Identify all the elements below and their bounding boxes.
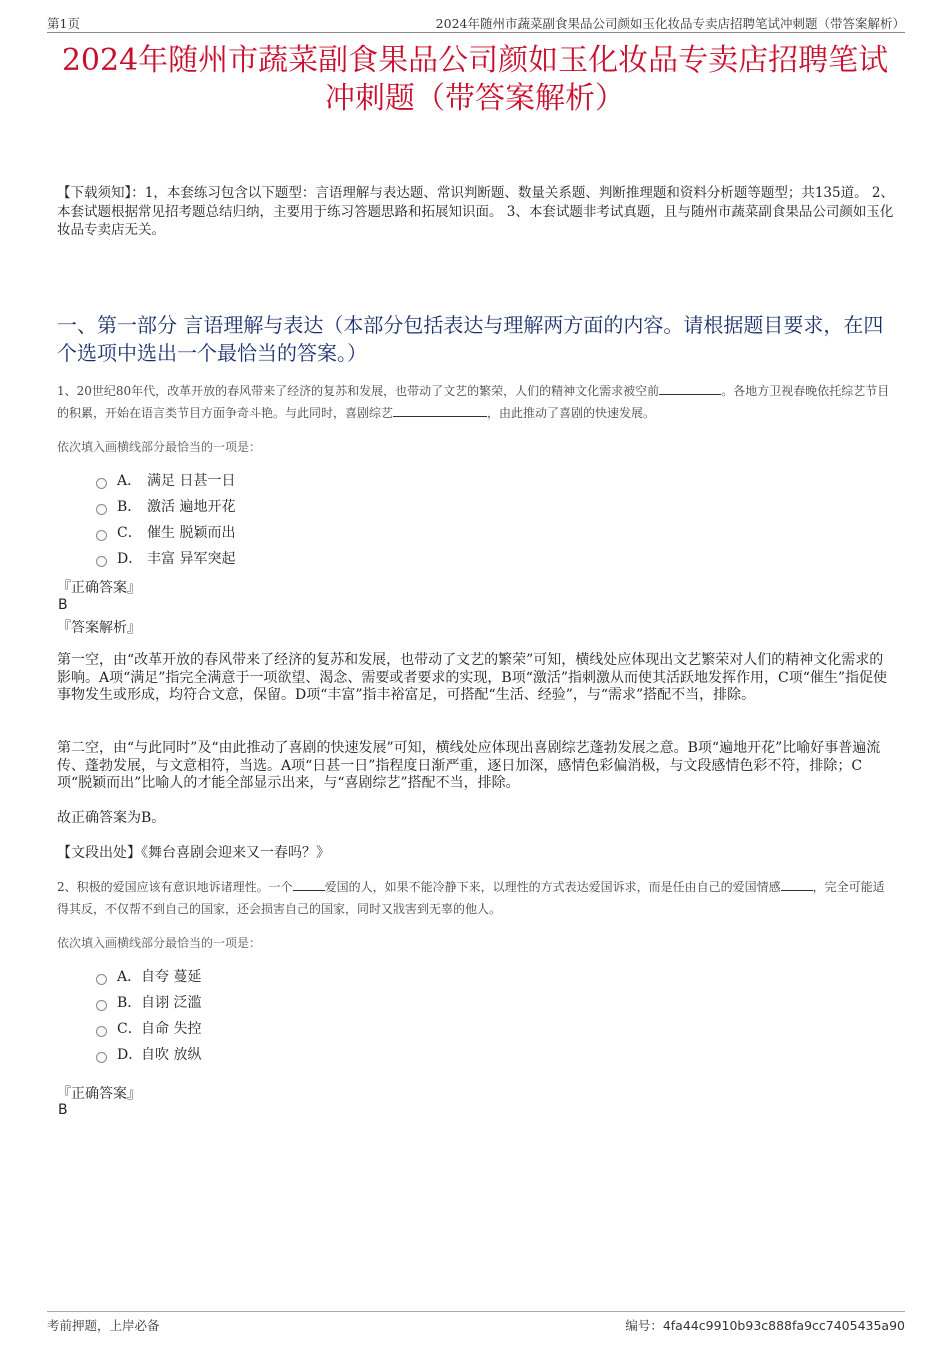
passage-source: 【文段出处】《舞台喜剧会迎来又一春吗？》 <box>57 845 330 861</box>
radio-icon[interactable] <box>96 1000 107 1011</box>
page-footer <box>47 1311 905 1334</box>
document-title <box>40 42 910 118</box>
question-1-text <box>57 380 895 424</box>
option-d[interactable]: D． 丰富 异军突起 <box>96 545 235 571</box>
correct-answer: B <box>58 1102 68 1118</box>
question-2-text <box>57 876 895 920</box>
option-d[interactable]: D． 自吹 放纵 <box>96 1041 201 1067</box>
fill-blank <box>659 381 721 395</box>
document-code: 编号：4fa44c9910b93c888fa9cc7405435a90 <box>625 1318 905 1333</box>
header-doc-title: 2024年随州市蔬菜副食果品公司颜如玉化妆品专卖店招聘笔试冲刺题（带答案解析） <box>435 16 905 31</box>
correct-answer-label: 『正确答案』 <box>57 1086 141 1102</box>
option-c[interactable]: C． 自命 失控 <box>96 1015 201 1041</box>
footer-slogan: 考前押题，上岸必备 <box>47 1318 160 1333</box>
fill-blank <box>393 403 487 417</box>
analysis-conclusion: 故正确答案为B。 <box>57 810 166 826</box>
question-2-text-part2: 爱国的人，如果不能冷静下来，以理性的方式表达爱国诉求，而是任由自己的爱国情感 <box>324 880 781 894</box>
question-1-text-part3: ，由此推动了喜剧的快速发展。 <box>487 406 656 420</box>
question-1-text-part2: 。各地方卫视春晚依托综艺节目的积累，开始在语言类节目方面争奇斗艳。与此同时，喜剧综艺 <box>57 384 890 420</box>
download-notice: 【下载须知】：1，本套练习包含以下题型：言语理解与表达题、常识判断题、数量关系题、判断推理题和资料分析题等题型；共135道。 2、本套试题根据常见招考题总结归纳，主要用于练习答题思路和拓展知识面。 3、本套试题非考试真题，且与随州市蔬菜副食果品公司颜如玉化妆品专卖店无关。 <box>57 185 894 238</box>
analysis-paragraph-1: 第一空，由“改革开放的春风带来了经济的复苏和发展，也带动了文艺的繁荣”可知，横线处应体现出文艺繁荣对人们的精神文化需求的影响。A项“满足”指完全满意于一项欲望、渴念、需要或者要求的实现，B项“激活”指刺激从而使其活跃地发挥作用，C项“催生”指促使事物发生或形成，均符合文意，保留。D项“丰富”指丰裕富足，可搭配“生活、经验”，与“需求”搭配不当，排除。 <box>57 652 888 703</box>
analysis-paragraph-2: 第二空，由“与此同时”及“由此推动了喜剧的快速发展”可知，横线处应体现出喜剧综艺蓬勃发展之意。B项“遍地开花”比喻好事普遍流传、蓬勃发展，与文意相符，当选。A项“日甚一日”指程度日渐严重，逐日加深，感情色彩偏消极，与文段感情色彩不符，排除；C项“脱颖而出”比喻人的才能全部显示出来，与“喜剧综艺”搭配不当，排除。 <box>57 740 881 791</box>
question-2-options <box>96 963 201 1067</box>
option-b[interactable]: B． 自诩 泛滥 <box>96 989 201 1015</box>
radio-icon[interactable] <box>96 1026 107 1037</box>
radio-icon[interactable] <box>96 556 107 567</box>
question-1-prompt: 依次填入画横线部分最恰当的一项是： <box>57 440 262 454</box>
question-2-text-part3: ，完全可能适得其反，不仅帮不到自己的国家，还会损害自己的国家，同时又戕害到无辜的他人。 <box>57 880 885 916</box>
question-1-text-part1: 1、20世纪80年代，改革开放的春风带来了经济的复苏和发展，也带动了文艺的繁荣，人们的精神文化需求被空前 <box>57 384 660 398</box>
section-heading: 一、第一部分 言语理解与表达（本部分包括表达与理解两方面的内容。请根据题目要求，在四个选项中选出一个最恰当的答案。） <box>57 313 884 365</box>
radio-icon[interactable] <box>96 530 107 541</box>
question-2-prompt: 依次填入画横线部分最恰当的一项是： <box>57 936 262 950</box>
correct-answer-label: 『正确答案』 <box>57 580 141 596</box>
document-title-line2: 冲刺题（带答案解析） <box>325 81 625 116</box>
analysis-label: 『答案解析』 <box>57 620 141 636</box>
radio-icon[interactable] <box>96 478 107 489</box>
correct-answer: B <box>58 597 68 613</box>
question-1-options <box>96 467 235 571</box>
page-number: 第1页 <box>47 16 80 31</box>
fill-blank <box>293 877 325 891</box>
radio-icon[interactable] <box>96 1052 107 1063</box>
radio-icon[interactable] <box>96 504 107 515</box>
document-title-line1: 2024年随州市蔬菜副食果品公司颜如玉化妆品专卖店招聘笔试 <box>61 43 889 78</box>
option-a[interactable]: A． 自夸 蔓延 <box>96 963 201 989</box>
page-header <box>47 12 905 33</box>
option-b[interactable]: B． 激活 遍地开花 <box>96 493 235 519</box>
option-c[interactable]: C． 催生 脱颖而出 <box>96 519 235 545</box>
fill-blank <box>781 877 813 891</box>
radio-icon[interactable] <box>96 974 107 985</box>
option-a[interactable]: A． 满足 日甚一日 <box>96 467 235 493</box>
question-2-text-part1: 2、积极的爱国应该有意识地诉诸理性。一个 <box>57 880 293 894</box>
